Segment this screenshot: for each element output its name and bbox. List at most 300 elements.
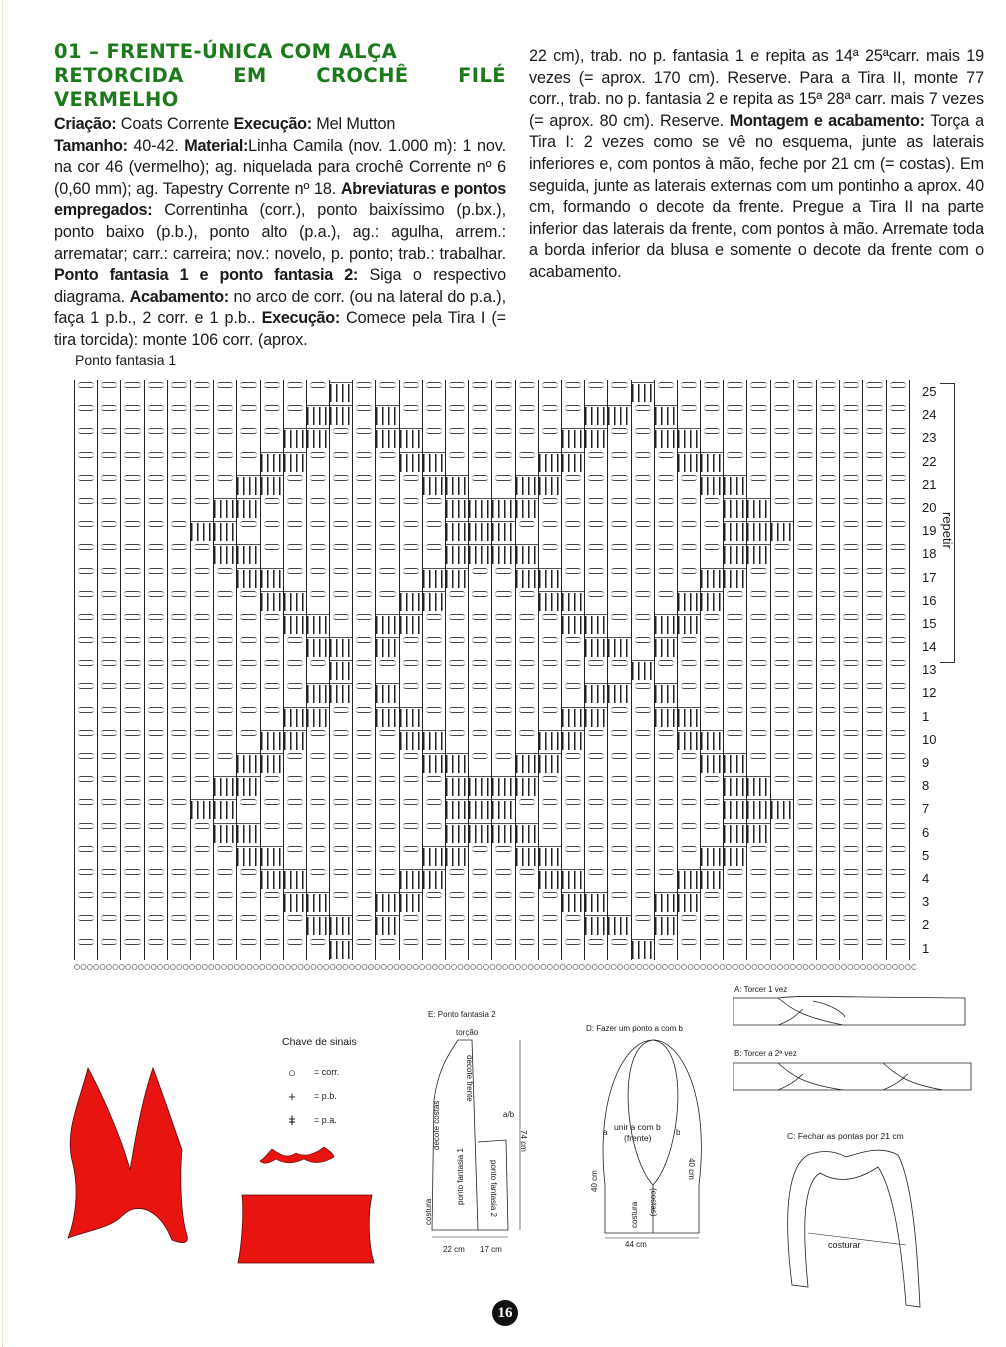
filled-block: [746, 821, 769, 844]
filled-block: [723, 519, 746, 542]
filled-block: [236, 774, 259, 797]
open-mesh: [862, 705, 885, 728]
filled-block: [654, 705, 677, 728]
filled-block: [746, 542, 769, 565]
filled-block: [375, 403, 398, 426]
open-mesh: [468, 450, 491, 473]
open-mesh: [561, 751, 584, 774]
open-mesh: [422, 403, 445, 426]
open-mesh: [74, 566, 97, 589]
diagram-a-title: A: Torcer 1 vez: [734, 985, 788, 994]
filled-block: [700, 566, 723, 589]
open-mesh: [306, 380, 329, 403]
open-mesh: [723, 937, 746, 960]
open-mesh: [352, 519, 375, 542]
filled-block: [306, 705, 329, 728]
open-mesh: [700, 774, 723, 797]
open-mesh: [584, 751, 607, 774]
open-mesh: [213, 658, 236, 681]
filled-block: [468, 519, 491, 542]
filled-block: [422, 450, 445, 473]
open-mesh: [631, 473, 654, 496]
open-mesh: [352, 403, 375, 426]
open-mesh: [236, 403, 259, 426]
article-right-column: [529, 46, 984, 284]
chart-row: [74, 867, 916, 890]
open-mesh: [816, 380, 839, 403]
symbol-key-title: Chave de sinais: [282, 1036, 357, 1048]
open-mesh: [74, 403, 97, 426]
filled-block: [260, 450, 283, 473]
open-mesh: [236, 426, 259, 449]
open-mesh: [306, 566, 329, 589]
open-mesh: [306, 821, 329, 844]
open-mesh: [839, 728, 862, 751]
open-mesh: [793, 797, 816, 820]
filled-block: [677, 867, 700, 890]
open-mesh: [445, 612, 468, 635]
open-mesh: [607, 937, 630, 960]
diagram-d-costura: costura: [630, 1201, 639, 1228]
chart-row: [74, 473, 916, 496]
open-mesh: [793, 635, 816, 658]
open-mesh: [144, 867, 167, 890]
filled-block: [654, 681, 677, 704]
open-mesh: [515, 728, 538, 751]
filled-block: [723, 751, 746, 774]
open-mesh: [491, 867, 514, 890]
open-mesh: [839, 937, 862, 960]
open-mesh: [654, 797, 677, 820]
filled-block: [375, 681, 398, 704]
open-mesh: [468, 566, 491, 589]
open-mesh: [677, 844, 700, 867]
filled-block: [468, 821, 491, 844]
open-mesh: [167, 589, 190, 612]
pattern-stitch-text: Siga o respectivo diagrama.: [54, 266, 507, 306]
execution-value: Mel Mutton: [311, 115, 396, 133]
open-mesh: [260, 496, 283, 519]
open-mesh: [793, 774, 816, 797]
open-mesh: [538, 705, 561, 728]
open-mesh: [886, 566, 909, 589]
filled-block: [770, 797, 793, 820]
diagram-d-b: b: [676, 1128, 681, 1137]
open-mesh: [491, 658, 514, 681]
filled-block: [329, 681, 352, 704]
open-mesh: [654, 728, 677, 751]
open-mesh: [167, 542, 190, 565]
filled-block: [561, 612, 584, 635]
open-mesh: [816, 566, 839, 589]
open-mesh: [538, 519, 561, 542]
open-mesh: [329, 612, 352, 635]
chart-row: [74, 519, 916, 542]
open-mesh: [375, 937, 398, 960]
open-mesh: [236, 612, 259, 635]
open-mesh: [607, 426, 630, 449]
filled-block: [445, 473, 468, 496]
chart-row: [74, 566, 916, 589]
open-mesh: [399, 519, 422, 542]
open-mesh: [190, 890, 213, 913]
open-mesh: [352, 728, 375, 751]
open-mesh: [167, 380, 190, 403]
open-mesh: [770, 844, 793, 867]
open-mesh: [746, 450, 769, 473]
open-mesh: [677, 496, 700, 519]
open-mesh: [190, 821, 213, 844]
open-mesh: [839, 635, 862, 658]
open-mesh: [746, 681, 769, 704]
open-mesh: [631, 426, 654, 449]
open-mesh: [445, 380, 468, 403]
open-mesh: [74, 589, 97, 612]
assembly-label: Montagem e acabamento:: [729, 111, 925, 130]
open-mesh: [793, 403, 816, 426]
chart-row: [74, 705, 916, 728]
open-mesh: [793, 473, 816, 496]
filled-block: [561, 450, 584, 473]
open-mesh: [375, 821, 398, 844]
open-mesh: [236, 890, 259, 913]
open-mesh: [746, 890, 769, 913]
filled-block: [422, 589, 445, 612]
open-mesh: [329, 450, 352, 473]
open-mesh: [515, 403, 538, 426]
filled-block: [445, 566, 468, 589]
open-mesh: [213, 937, 236, 960]
filled-block: [746, 519, 769, 542]
open-mesh: [677, 380, 700, 403]
open-mesh: [862, 403, 885, 426]
filled-block: [677, 705, 700, 728]
open-mesh: [839, 542, 862, 565]
diagram-d-width: 44 cm: [625, 1240, 647, 1249]
open-mesh: [816, 450, 839, 473]
open-mesh: [746, 937, 769, 960]
open-mesh: [190, 705, 213, 728]
open-mesh: [352, 681, 375, 704]
open-mesh: [329, 519, 352, 542]
open-mesh: [515, 890, 538, 913]
filled-block: [538, 450, 561, 473]
open-mesh: [260, 797, 283, 820]
open-mesh: [862, 635, 885, 658]
band-illustration: [236, 1193, 376, 1273]
filled-block: [306, 890, 329, 913]
filled-block: [654, 913, 677, 936]
open-mesh: [700, 496, 723, 519]
open-mesh: [260, 890, 283, 913]
open-mesh: [862, 937, 885, 960]
open-mesh: [97, 612, 120, 635]
filled-block: [375, 890, 398, 913]
open-mesh: [491, 890, 514, 913]
filled-block: [538, 589, 561, 612]
filled-block: [399, 612, 422, 635]
open-mesh: [839, 890, 862, 913]
filled-block: [375, 705, 398, 728]
filled-block: [607, 913, 630, 936]
open-mesh: [74, 496, 97, 519]
open-mesh: [816, 542, 839, 565]
open-mesh: [375, 473, 398, 496]
open-mesh: [746, 728, 769, 751]
open-mesh: [770, 403, 793, 426]
open-mesh: [816, 589, 839, 612]
open-mesh: [561, 797, 584, 820]
chart-row: [74, 612, 916, 635]
open-mesh: [97, 542, 120, 565]
row-number: 5: [922, 847, 930, 863]
filled-block: [723, 542, 746, 565]
open-mesh: [631, 542, 654, 565]
filled-block: [491, 496, 514, 519]
open-mesh: [793, 937, 816, 960]
chart-row: [74, 496, 916, 519]
open-mesh: [74, 751, 97, 774]
open-mesh: [329, 797, 352, 820]
open-mesh: [422, 635, 445, 658]
open-mesh: [375, 566, 398, 589]
open-mesh: [120, 403, 143, 426]
open-mesh: [862, 450, 885, 473]
open-mesh: [306, 658, 329, 681]
open-mesh: [515, 658, 538, 681]
open-mesh: [422, 380, 445, 403]
open-mesh: [862, 797, 885, 820]
open-mesh: [631, 403, 654, 426]
open-mesh: [97, 450, 120, 473]
filled-block: [654, 635, 677, 658]
open-mesh: [816, 821, 839, 844]
open-mesh: [654, 867, 677, 890]
open-mesh: [120, 658, 143, 681]
open-mesh: [468, 913, 491, 936]
open-mesh: [654, 450, 677, 473]
open-mesh: [491, 635, 514, 658]
open-mesh: [491, 612, 514, 635]
page-number: 16: [492, 1300, 518, 1326]
open-mesh: [167, 913, 190, 936]
open-mesh: [190, 751, 213, 774]
open-mesh: [144, 473, 167, 496]
filled-block: [399, 867, 422, 890]
open-mesh: [839, 612, 862, 635]
open-mesh: [97, 867, 120, 890]
open-mesh: [515, 426, 538, 449]
open-mesh: [862, 890, 885, 913]
open-mesh: [375, 844, 398, 867]
open-mesh: [468, 403, 491, 426]
open-mesh: [97, 426, 120, 449]
open-mesh: [120, 913, 143, 936]
filet-chart-grid: [74, 380, 916, 974]
open-mesh: [654, 473, 677, 496]
open-mesh: [190, 496, 213, 519]
filled-block: [561, 728, 584, 751]
open-mesh: [723, 867, 746, 890]
open-mesh: [190, 566, 213, 589]
open-mesh: [677, 473, 700, 496]
open-mesh: [793, 612, 816, 635]
open-mesh: [723, 380, 746, 403]
open-mesh: [654, 658, 677, 681]
open-mesh: [306, 844, 329, 867]
filled-block: [399, 450, 422, 473]
open-mesh: [74, 658, 97, 681]
chart-row: [74, 844, 916, 867]
open-mesh: [631, 728, 654, 751]
open-mesh: [607, 728, 630, 751]
open-mesh: [491, 681, 514, 704]
filled-block: [538, 728, 561, 751]
open-mesh: [352, 937, 375, 960]
open-mesh: [97, 658, 120, 681]
open-mesh: [793, 450, 816, 473]
finishing-text: no arco de corr. (ou na lateral do p.a.), faça 1 p.b., 2 corr. e 1 p.b..: [54, 287, 506, 328]
open-mesh: [74, 542, 97, 565]
filled-block: [584, 612, 607, 635]
open-mesh: [491, 380, 514, 403]
chart-row: [74, 797, 916, 820]
open-mesh: [538, 496, 561, 519]
open-mesh: [631, 589, 654, 612]
open-mesh: [352, 450, 375, 473]
diagram-c-title: C: Fechar as pontas por 21 cm: [787, 1131, 904, 1141]
open-mesh: [886, 705, 909, 728]
filled-block: [584, 705, 607, 728]
execution-continued-text: 22 cm), trab. no p. fantasia 1 e repita as 14ª 25ªcarr. mais 19 vezes (= aprox. 170 cm). Reserve. Para a Tira II, monte 77 corr., trab. no p. fantasia 2 e repita as 15ª 28ª carr. mais 7 vezes (= aprox. 80 cm). Reserve.: [529, 47, 984, 130]
open-mesh: [723, 913, 746, 936]
filled-block: [723, 797, 746, 820]
open-mesh: [445, 937, 468, 960]
open-mesh: [607, 589, 630, 612]
chart-row: [74, 658, 916, 681]
filled-block: [538, 867, 561, 890]
row-number: 16: [922, 592, 937, 608]
chart-row: [74, 681, 916, 704]
open-mesh: [260, 821, 283, 844]
open-mesh: [190, 450, 213, 473]
diagram-b-strip: [733, 1058, 973, 1094]
open-mesh: [584, 844, 607, 867]
open-mesh: [422, 797, 445, 820]
open-mesh: [607, 867, 630, 890]
repeat-label: repetir: [940, 512, 955, 549]
open-mesh: [746, 473, 769, 496]
open-mesh: [283, 566, 306, 589]
open-mesh: [677, 797, 700, 820]
open-mesh: [700, 635, 723, 658]
open-mesh: [144, 542, 167, 565]
filled-block: [260, 589, 283, 612]
row-number: 20: [922, 499, 937, 515]
open-mesh: [677, 635, 700, 658]
open-mesh: [97, 635, 120, 658]
filled-block: [283, 890, 306, 913]
open-mesh: [329, 751, 352, 774]
open-mesh: [839, 566, 862, 589]
filled-block: [723, 566, 746, 589]
execution-label: Execução:: [233, 115, 312, 133]
chart-row: [74, 542, 916, 565]
open-mesh: [167, 797, 190, 820]
open-mesh: [770, 635, 793, 658]
filled-block: [491, 821, 514, 844]
open-mesh: [770, 450, 793, 473]
filled-block: [515, 496, 538, 519]
open-mesh: [375, 496, 398, 519]
open-mesh: [723, 728, 746, 751]
filled-block: [515, 566, 538, 589]
open-mesh: [862, 380, 885, 403]
open-mesh: [445, 681, 468, 704]
open-mesh: [260, 519, 283, 542]
open-mesh: [538, 681, 561, 704]
open-mesh: [352, 821, 375, 844]
filled-block: [561, 890, 584, 913]
open-mesh: [862, 589, 885, 612]
open-mesh: [561, 496, 584, 519]
open-mesh: [515, 681, 538, 704]
chart-title: Ponto fantasia 1: [75, 352, 177, 368]
open-mesh: [120, 612, 143, 635]
filled-block: [631, 380, 654, 403]
open-mesh: [236, 728, 259, 751]
open-mesh: [538, 937, 561, 960]
open-mesh: [74, 728, 97, 751]
creation-label: Criação:: [54, 115, 117, 133]
open-mesh: [886, 473, 909, 496]
open-mesh: [491, 913, 514, 936]
open-mesh: [190, 589, 213, 612]
open-mesh: [352, 380, 375, 403]
diagram-d-a: a: [603, 1128, 608, 1137]
open-mesh: [607, 473, 630, 496]
open-mesh: [770, 774, 793, 797]
open-mesh: [491, 473, 514, 496]
open-mesh: [862, 542, 885, 565]
open-mesh: [120, 774, 143, 797]
open-mesh: [584, 867, 607, 890]
open-mesh: [74, 844, 97, 867]
open-mesh: [561, 635, 584, 658]
open-mesh: [886, 797, 909, 820]
open-mesh: [144, 913, 167, 936]
filled-block: [283, 426, 306, 449]
filled-block: [538, 473, 561, 496]
open-mesh: [561, 774, 584, 797]
open-mesh: [213, 844, 236, 867]
chart-row: [74, 890, 916, 913]
filled-block: [213, 542, 236, 565]
open-mesh: [445, 403, 468, 426]
execution-instr-label: Execução:: [261, 309, 340, 328]
open-mesh: [352, 844, 375, 867]
open-mesh: [422, 913, 445, 936]
open-mesh: [144, 519, 167, 542]
open-mesh: [746, 566, 769, 589]
chart-row: [74, 635, 916, 658]
open-mesh: [723, 450, 746, 473]
filled-block: [723, 774, 746, 797]
open-mesh: [97, 890, 120, 913]
diagram-e-pf2: ponto fantasia 2: [489, 1160, 498, 1217]
open-mesh: [793, 542, 816, 565]
open-mesh: [654, 542, 677, 565]
